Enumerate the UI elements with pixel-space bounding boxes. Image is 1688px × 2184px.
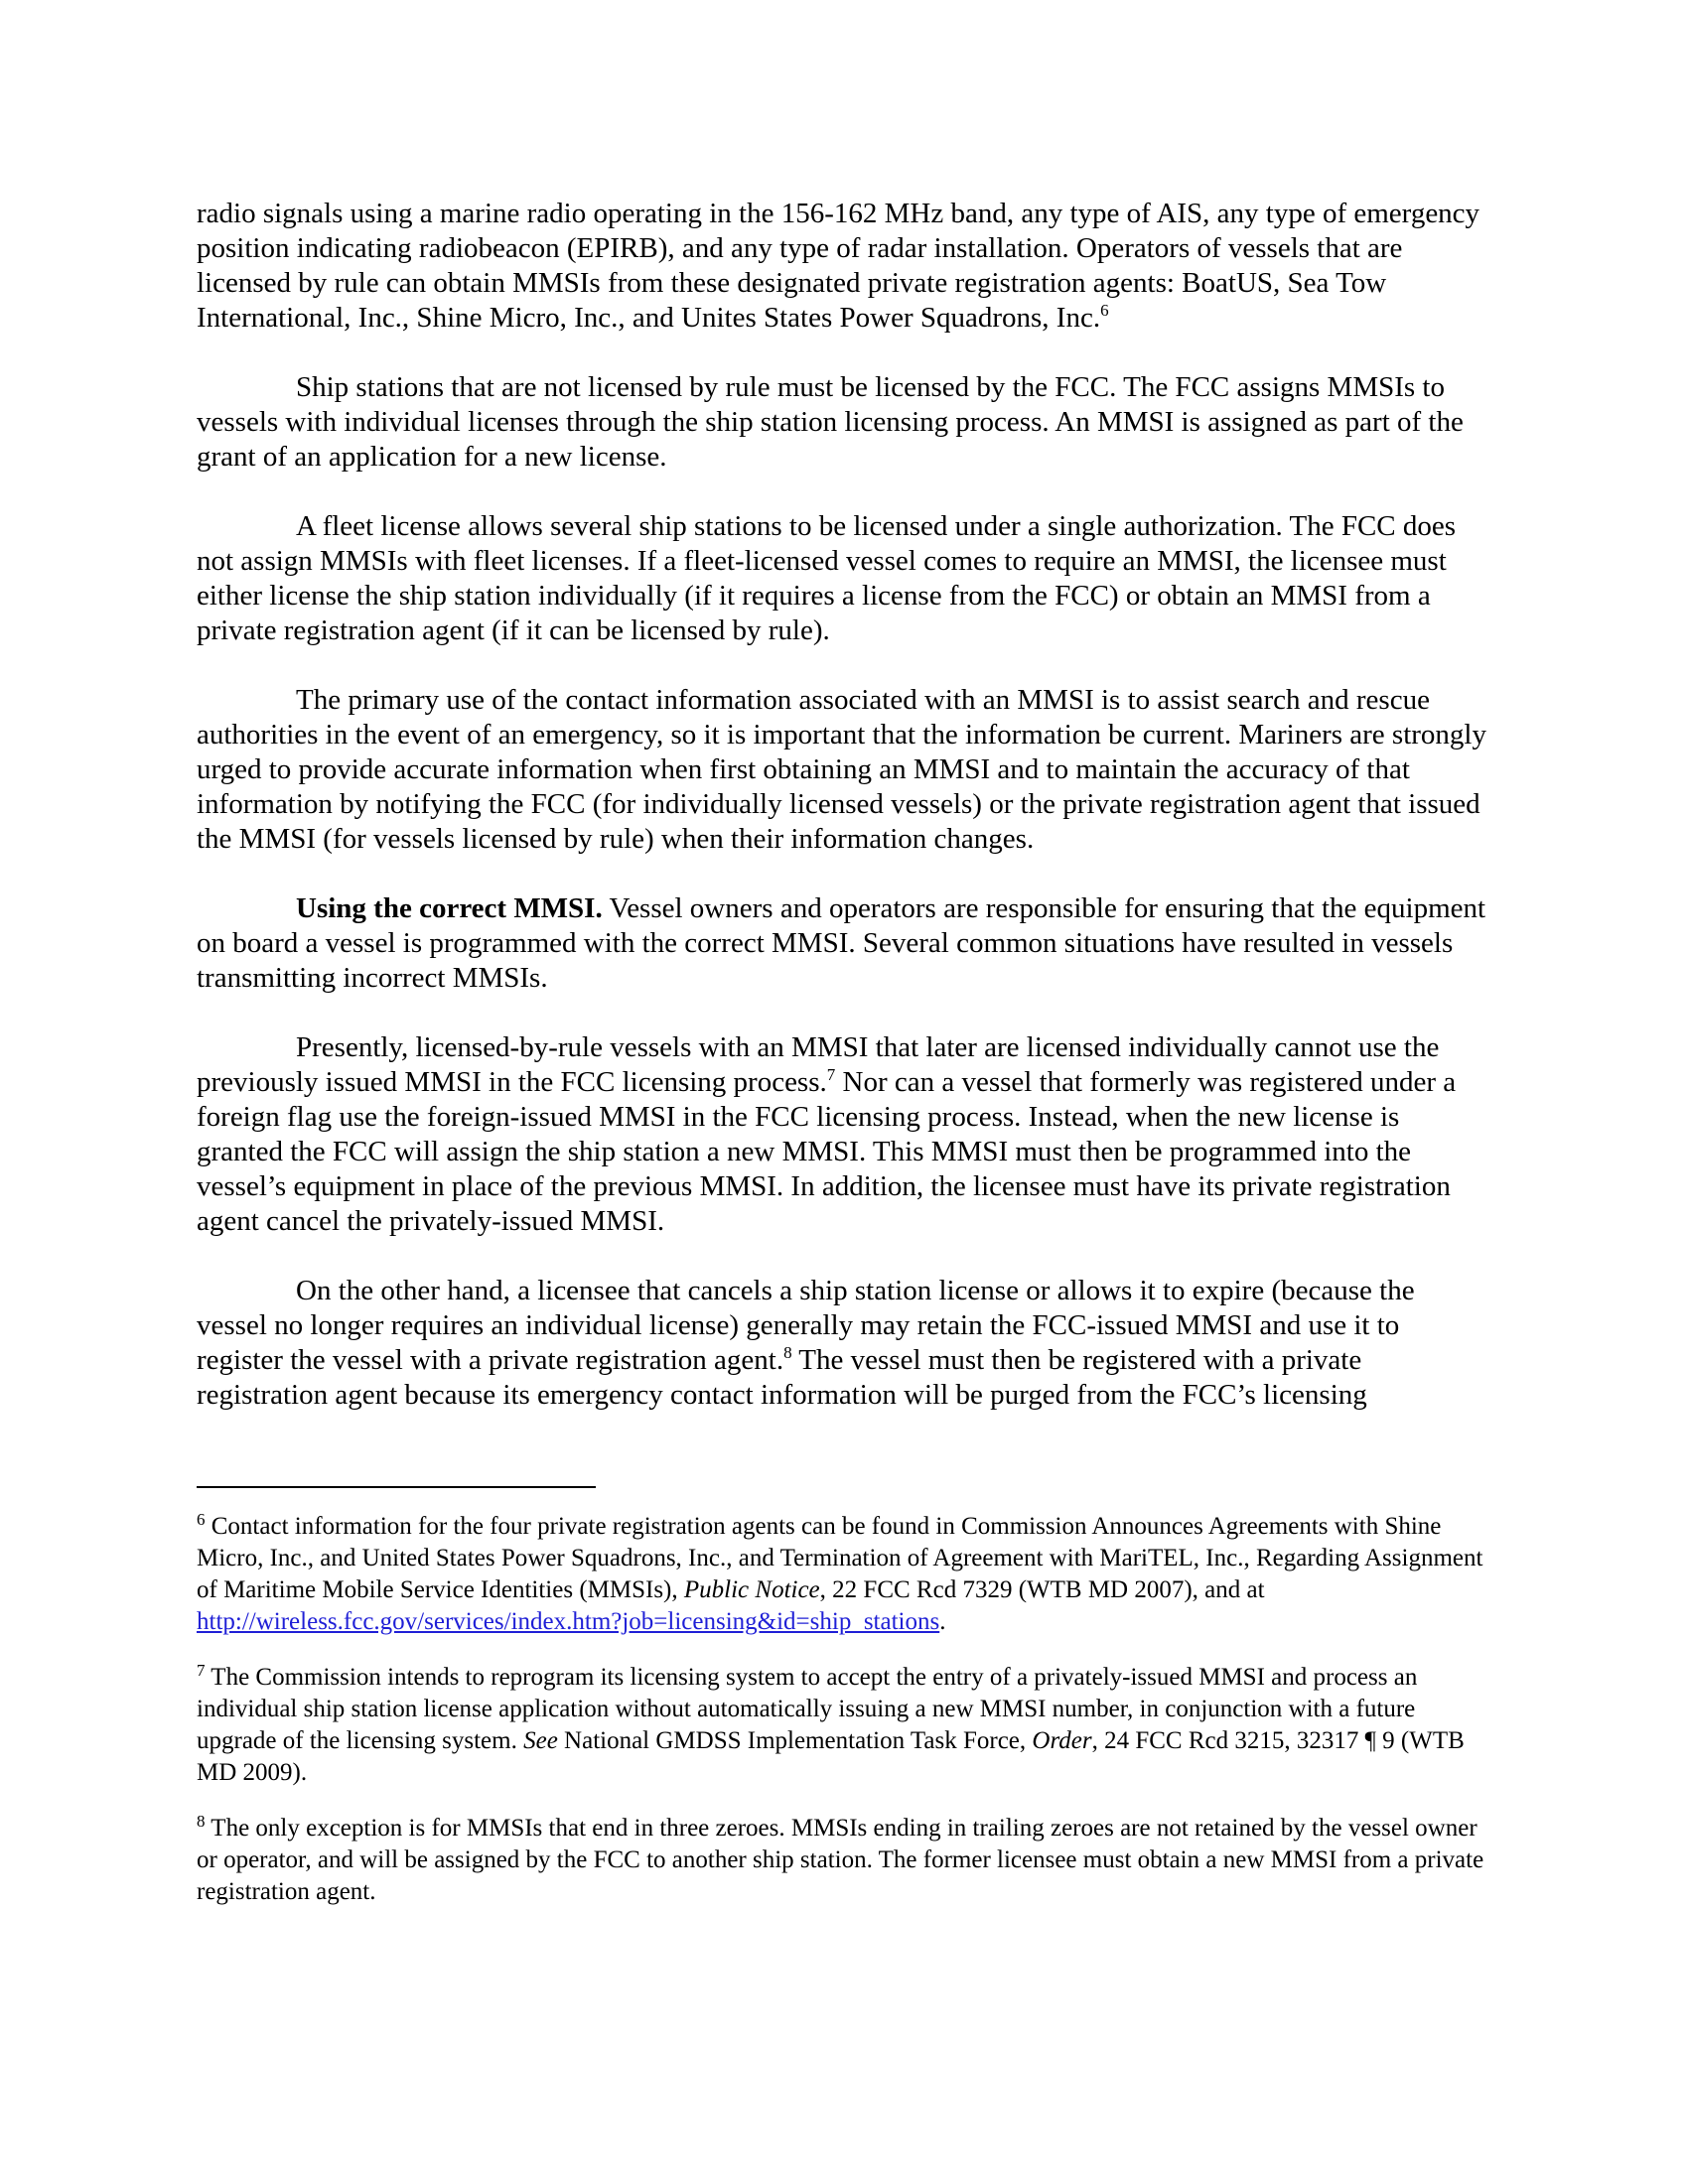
paragraph-4-text: The primary use of the contact information associated with an MMSI is to assist search and rescue authorities in the event of an emergency, so it is important that the information be current. Mariners are strongly urged to provide accurate information when first obtaining an MMSI and to maintain the accuracy of that information by notifying the FCC (for individually licensed vessels) or the private registration agent that issued the MMSI (for vessels licensed by rule) when their information changes. <box>197 684 1486 855</box>
footnotes <box>197 1511 1487 1932</box>
footnote-ref-6[interactable]: 6 <box>1100 301 1109 320</box>
paragraph-6 <box>197 1030 1487 1239</box>
paragraph-7-text-b: The vessel must then be registered with a private registration agent because its emergency contact information will be purged from the FCC’s licensing <box>197 1344 1367 1411</box>
paragraph-7-text-a: On the other hand, a licensee that cancels a ship station license or allows it to expire (because the vessel no longer requires an individual license) generally may retain the FCC-issued MMSI and use it to register the vessel with a private registration agent. <box>197 1275 1415 1376</box>
footnote-7-text-c: , 24 FCC Rcd 3215, 32317 ¶ 9 (WTB MD 2009). <box>197 1727 1465 1786</box>
footnote-8-number: 8 <box>197 1812 206 1831</box>
paragraph-1-text: radio signals using a marine radio operating in the 156-162 MHz band, any type of AIS, any type of emergency position indicating radiobeacon (EPIRB), and any type of radar installation. Operators of vessels that are licensed by rule can obtain MMSIs from these designated private registration agents: BoatUS, Sea Tow International, Inc., Shine Micro, Inc., and Unites States Power Squadrons, Inc. <box>197 198 1480 334</box>
section-heading: Using the correct MMSI. <box>296 892 603 924</box>
footnote-6-italic: Public Notice <box>683 1576 820 1603</box>
paragraph-3 <box>197 509 1487 648</box>
footnote-separator <box>197 1486 596 1488</box>
paragraph-5 <box>197 891 1487 996</box>
paragraph-3-text: A fleet license allows several ship stations to be licensed under a single authorization. The FCC does not assign MMSIs with fleet licenses. If a fleet-licensed vessel comes to require an MMSI, the licensee must either license the ship station individually (if it requires a license from the FCC) or obtain an MMSI from a private registration agent (if it can be licensed by rule). <box>197 510 1457 646</box>
footnote-6-number: 6 <box>197 1510 206 1529</box>
body-text <box>197 197 1487 1447</box>
footnote-7-text-b: National GMDSS Implementation Task Force, <box>557 1727 1033 1754</box>
ship-stations-link[interactable]: http://wireless.fcc.gov/services/index.htm?job=licensing&id=ship_stations <box>197 1608 940 1635</box>
paragraph-4 <box>197 683 1487 857</box>
paragraph-7 <box>197 1274 1487 1413</box>
footnote-7-order: Order <box>1032 1727 1092 1754</box>
footnote-7-text-a: The Commission intends to reprogram its licensing system to accept the entry of a privately-issued MMSI and process an individual ship station license application without automatically issuing a new MMSI number, in conjunction with a future upgrade of the licensing system. <box>197 1664 1418 1754</box>
footnote-ref-7[interactable]: 7 <box>826 1065 836 1084</box>
footnote-7-see: See <box>523 1727 558 1754</box>
footnote-8-text: The only exception is for MMSIs that end in three zeroes. MMSIs ending in trailing zeroes are not retained by the vessel owner or operator, and will be assigned by the FCC to another ship station. The former licensee must obtain a new MMSI from a private registration agent. <box>197 1815 1484 1905</box>
footnote-6 <box>197 1511 1487 1638</box>
footnote-7 <box>197 1662 1487 1789</box>
paragraph-2-text: Ship stations that are not licensed by rule must be licensed by the FCC. The FCC assigns MMSIs to vessels with individual licenses through the ship station licensing process. An MMSI is assigned as part of the grant of an application for a new license. <box>197 371 1464 473</box>
footnote-7-number: 7 <box>197 1661 206 1680</box>
footnote-6-text-c: . <box>939 1608 946 1635</box>
footnote-6-text-a: Contact information for the four private registration agents can be found in Commission Announces Agreements with Shine Micro, Inc., and United States Power Squadrons, Inc., and Termination of Agreement with MariTEL, Inc., Regarding Assignment of Maritime Mobile Service Identities (MMSIs), <box>197 1513 1483 1603</box>
paragraph-1 <box>197 197 1487 336</box>
paragraph-2 <box>197 370 1487 475</box>
paragraph-5-text: Vessel owners and operators are responsible for ensuring that the equipment on board a vessel is programmed with the correct MMSI. Several common situations have resulted in vessels transmitting incorrect MMSIs. <box>197 892 1486 994</box>
footnote-ref-8[interactable]: 8 <box>783 1343 792 1362</box>
paragraph-6-text-a: Presently, licensed-by-rule vessels with an MMSI that later are licensed individually cannot use the previously issued MMSI in the FCC licensing process. <box>197 1031 1440 1098</box>
paragraph-6-text-b: Nor can a vessel that formerly was registered under a foreign flag use the foreign-issued MMSI in the FCC licensing process. Instead, when the new license is granted the FCC will assign the ship station a new MMSI. This MMSI must then be programmed into the vessel’s equipment in place of the previous MMSI. In addition, the licensee must have its private registration agent cancel the privately-issued MMSI. <box>197 1066 1457 1237</box>
footnote-8 <box>197 1813 1487 1908</box>
footnote-6-text-b: , 22 FCC Rcd 7329 (WTB MD 2007), and at <box>819 1576 1265 1603</box>
